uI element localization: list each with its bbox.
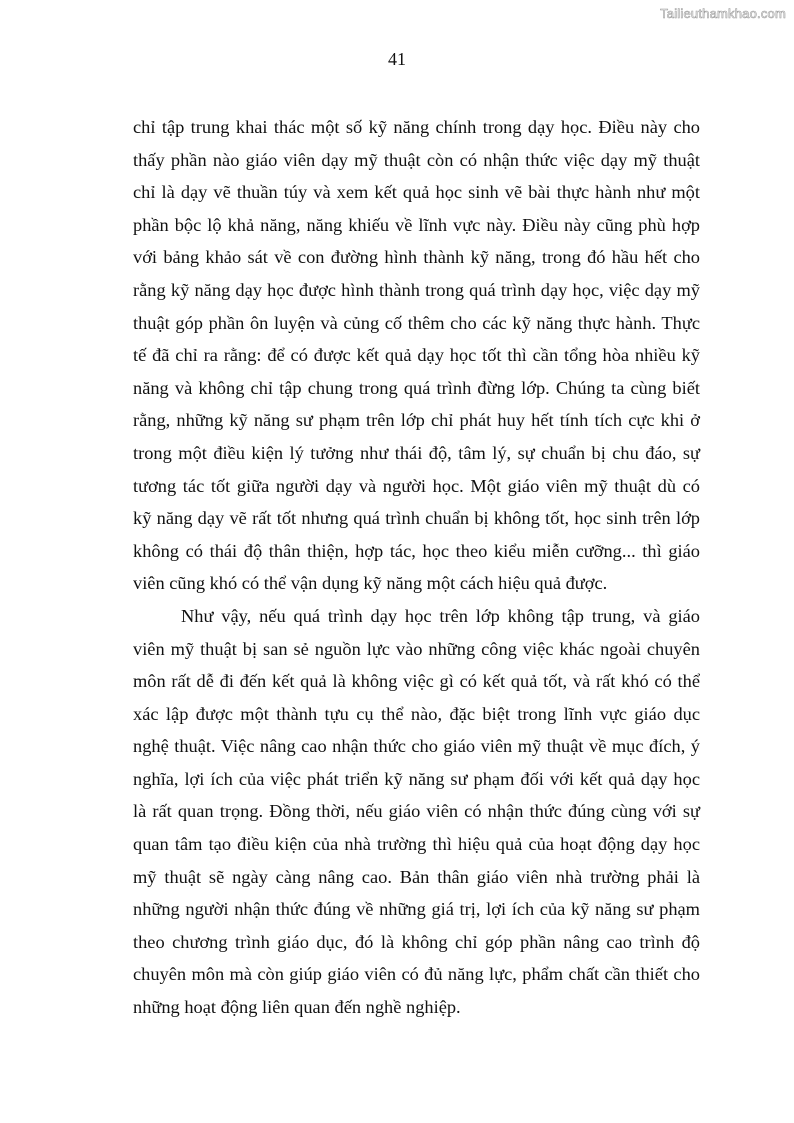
text-line: xác lập được một thành tựu cụ thể nào, đặc biệt trong lĩnh vực giáo dục [133, 703, 700, 724]
text-line: với bảng khảo sát về con đường hình thành kỹ năng, trong đó hầu hết cho [133, 247, 700, 268]
text-line: môn rất dễ đi đến kết quả là không việc gì có kết quả tốt, và rất khó có thể [133, 671, 700, 692]
text-line: Như vậy, nếu quá trình dạy học trên lớp không tập trung, và giáo [181, 605, 700, 626]
watermark: Tailieuthamkhao.com [660, 6, 786, 21]
text-line: không có thái độ thân thiện, hợp tác, học theo kiểu miễn cưỡng... thì giáo [133, 540, 700, 561]
text-line: viên cũng khó có thể vận dụng kỹ năng một cách hiệu quả được. [133, 573, 608, 594]
text-line: tế đã chỉ ra rằng: để có được kết quả dạy học tốt thì cần tổng hòa nhiều kỹ [133, 345, 700, 366]
document-body [133, 111, 700, 1024]
text-line: rằng kỹ năng dạy học được hình thành trong quá trình dạy học, việc dạy mỹ [133, 279, 700, 300]
text-line: nghĩa, lợi ích của việc phát triển kỹ năng sư phạm đối với kết quả dạy học [133, 768, 700, 789]
text-line: chuyên môn mà còn giúp giáo viên có đủ năng lực, phẩm chất cần thiết cho [133, 964, 700, 985]
text-line: phần bộc lộ khả năng, năng khiếu về lĩnh vực này. Điều này cũng phù hợp [133, 214, 700, 235]
paragraph-2 [133, 600, 700, 1024]
text-line: tương tác tốt giữa người dạy và người học. Một giáo viên mỹ thuật dù có [133, 475, 700, 496]
text-line: mỹ thuật sẽ ngày càng nâng cao. Bản thân giáo viên nhà trường phải là [133, 866, 700, 887]
text-line: nghệ thuật. Việc nâng cao nhận thức cho giáo viên mỹ thuật về mục đích, ý [133, 736, 700, 757]
paragraph-1 [133, 111, 700, 600]
text-line: những hoạt động liên quan đến nghề nghiệp. [133, 997, 461, 1018]
text-line: năng và không chỉ tập chung trong quá trình đừng lớp. Chúng ta cùng biết [133, 377, 700, 398]
text-line: thấy phần nào giáo viên dạy mỹ thuật còn có nhận thức việc dạy mỹ thuật [133, 149, 700, 170]
text-line: rằng, những kỹ năng sư phạm trên lớp chỉ phát huy hết tính tích cực khi ở [133, 410, 700, 431]
text-line: thuật góp phần ôn luyện và củng cố thêm cho các kỹ năng thực hành. Thực [133, 312, 700, 333]
text-line: kỹ năng dạy vẽ rất tốt nhưng quá trình chuẩn bị không tốt, học sinh trên lớp [133, 508, 700, 529]
text-line: những người nhận thức đúng về những giá trị, lợi ích của kỹ năng sư phạm [133, 899, 700, 920]
text-line: chỉ tập trung khai thác một số kỹ năng chính trong dạy học. Điều này cho [133, 117, 700, 137]
text-line: chỉ là dạy vẽ thuần túy và xem kết quả học sinh vẽ bài thực hành như một [133, 182, 700, 203]
text-line: là rất quan trọng. Đồng thời, nếu giáo viên có nhận thức đúng cùng với sự [133, 801, 700, 822]
page-number: 41 [388, 49, 406, 69]
text-line: theo chương trình giáo dục, đó là không chỉ góp phần nâng cao trình độ [133, 931, 700, 952]
text-line: quan tâm tạo điều kiện của nhà trường thì hiệu quả của hoạt động dạy học [133, 834, 700, 855]
text-line: trong một điều kiện lý tưởng như thái độ, tâm lý, sự chuẩn bị chu đáo, sự [133, 442, 700, 463]
text-line: viên mỹ thuật bị san sẻ nguồn lực vào những công việc khác ngoài chuyên [133, 638, 700, 659]
